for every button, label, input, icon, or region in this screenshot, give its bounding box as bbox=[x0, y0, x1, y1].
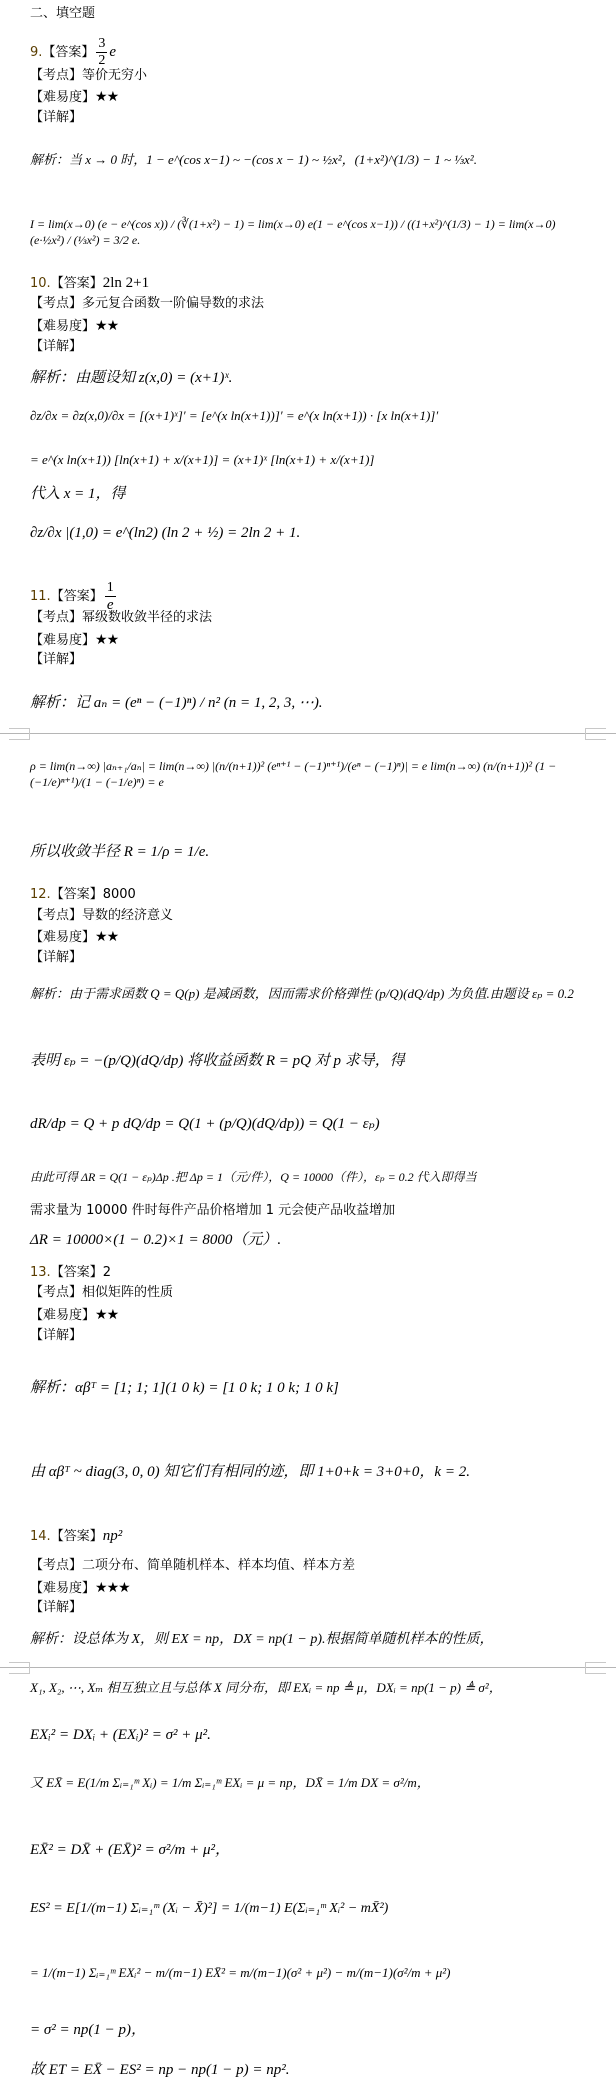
q-number: 9. bbox=[30, 45, 43, 60]
q9-line-1: 解析：当 x → 0 时，1 − e^(cos x−1) ~ −(cos x − 1) ~ ½x²，(1+x²)^(1/3) − 1 ~ ⅓x². bbox=[30, 152, 477, 167]
q-number: 12. bbox=[30, 887, 51, 902]
q14-line-8: = σ² = np(1 − p)， bbox=[30, 2022, 147, 2038]
q14-line-9: 故 ET = EX̄ − ES² = np − np(1 − p) = np². bbox=[30, 2062, 290, 2078]
q-number: 13. bbox=[30, 1265, 51, 1280]
topic-label: 【考点】 bbox=[30, 908, 83, 923]
difficulty-label: 【难易度】 bbox=[30, 930, 96, 945]
q12-topic bbox=[30, 908, 173, 924]
q10-line-2: ∂z/∂x = ∂z(x,0)/∂x = [(x+1)ˣ]′ = [e^(x ln(x+1))]′ = e^(x ln(x+1)) · [x ln(x+1)]′ bbox=[30, 408, 439, 423]
q12-detail-label: 【详解】 bbox=[30, 950, 83, 965]
topic-text: 导数的经济意义 bbox=[82, 908, 174, 923]
answer-label: 【答案】 bbox=[50, 1529, 103, 1544]
denominator: 2 bbox=[98, 53, 106, 68]
q14-topic bbox=[30, 1558, 355, 1574]
q10-line-3: = e^(x ln(x+1)) [ln(x+1) + x/(x+1)] = (x+1)ˣ [ln(x+1) + x/(x+1)] bbox=[30, 452, 375, 467]
q14-line-3: EXᵢ² = DXᵢ + (EXᵢ)² = σ² + μ². bbox=[30, 1727, 211, 1743]
difficulty-label: 【难易度】 bbox=[30, 1308, 96, 1323]
q13-line-2: 由 αβᵀ ~ diag(3, 0, 0) 知它们有相同的迹，即 1+0+k = 3+0+0，k = 2. bbox=[30, 1464, 470, 1480]
answer-tail: e bbox=[109, 44, 117, 60]
q10-line-5: ∂z/∂x |(1,0) = e^(ln2) (ln 2 + ½) = 2ln 2 + 1. bbox=[30, 525, 301, 541]
q14-line-1: 解析：设总体为 X，则 EX = np，DX = np(1 − p).根据简单随机样本的性质， bbox=[30, 1632, 494, 1647]
q10-difficulty bbox=[30, 318, 118, 335]
q11-line-2: ρ = lim(n→∞) |aₙ₊₁/aₙ| = lim(n→∞) |(n/(n+1))² (eⁿ⁺¹ − (−1)ⁿ⁺¹)/(eⁿ − (−1)ⁿ)| = e lim(n→∞) (n/(n+1))² (1 − (−1/e)ⁿ⁺¹)/(1 − (−1/e)ⁿ) = e bbox=[30, 759, 557, 789]
q11-topic bbox=[30, 610, 212, 626]
answer-fraction bbox=[105, 580, 116, 613]
difficulty-label: 【难易度】 bbox=[30, 319, 96, 334]
q10-topic bbox=[30, 296, 264, 312]
q13-answer bbox=[30, 1265, 111, 1281]
q11-line-1: 解析：记 aₙ = (eⁿ − (−1)ⁿ) / n² (n = 1, 2, 3, ⋯). bbox=[30, 695, 323, 711]
answer-value: np² bbox=[102, 1528, 123, 1544]
q11-difficulty bbox=[30, 632, 118, 649]
topic-text: 等价无穷小 bbox=[82, 68, 148, 83]
difficulty-label: 【难易度】 bbox=[30, 1581, 96, 1596]
q10-answer bbox=[30, 275, 149, 292]
page-break bbox=[0, 1667, 616, 1668]
star-icon: ★★ bbox=[95, 318, 119, 334]
q10-line-4: 代入 x = 1，得 bbox=[30, 486, 126, 502]
q-number: 14. bbox=[30, 1529, 51, 1544]
q13-detail-label: 【详解】 bbox=[30, 1328, 83, 1343]
q14-line-7: = 1/(m−1) Σᵢ₌₁ᵐ EXᵢ² − m/(m−1) EX̄² = m/(m−1)(σ² + μ²) − m/(m−1)(σ²/m + μ²) bbox=[30, 1965, 451, 1980]
topic-label: 【考点】 bbox=[30, 1285, 83, 1300]
q9-answer bbox=[30, 36, 116, 69]
q-number: 11. bbox=[30, 589, 51, 604]
q12-answer bbox=[30, 887, 136, 903]
topic-text: 幂级数收敛半径的求法 bbox=[82, 610, 213, 625]
section-title: 二、填空题 bbox=[30, 6, 96, 21]
numerator: 3 bbox=[98, 36, 106, 51]
q14-line-4: 又 EX̄ = E(1/m Σᵢ₌₁ᵐ Xᵢ) = 1/m Σᵢ₌₁ᵐ EXᵢ = μ = np，DX̄ = 1/m DX = σ²/m， bbox=[30, 1775, 430, 1790]
topic-text: 多元复合函数一阶偏导数的求法 bbox=[82, 296, 265, 311]
q14-detail-label: 【详解】 bbox=[30, 1600, 83, 1615]
answer-label: 【答案】 bbox=[42, 45, 95, 60]
q12-line-2: 表明 εₚ = −(p/Q)(dQ/dp) 将收益函数 R = pQ 对 p 求导，得 bbox=[30, 1053, 405, 1069]
q9-difficulty bbox=[30, 89, 118, 106]
q12-line-4: 由此可得 ΔR = Q(1 − εₚ)Δp .把 Δp = 1（元/件），Q = 10000（件），εₚ = 0.2 代入即得当 bbox=[30, 1170, 477, 1184]
q12-line-1: 解析：由于需求函数 Q = Q(p) 是减函数，因而需求价格弹性 (p/Q)(dQ/dp) 为负值.由题设 εₚ = 0.2 bbox=[30, 986, 574, 1001]
star-icon: ★★ bbox=[95, 1307, 119, 1323]
numerator: 1 bbox=[106, 580, 114, 595]
topic-label: 【考点】 bbox=[30, 296, 83, 311]
q14-answer bbox=[30, 1528, 122, 1545]
q12-line-6: ΔR = 10000×(1 − 0.2)×1 = 8000（元）. bbox=[30, 1232, 282, 1248]
page-corner-mark bbox=[9, 728, 30, 740]
difficulty-label: 【难易度】 bbox=[30, 633, 96, 648]
q12-line-5: 需求量为 10000 件时每件产品价格增加 1 元会使产品收益增加 bbox=[30, 1203, 396, 1218]
topic-label: 【考点】 bbox=[30, 68, 83, 83]
q13-topic bbox=[30, 1285, 173, 1301]
q11-detail-label: 【详解】 bbox=[30, 652, 83, 667]
page-break bbox=[0, 733, 616, 734]
answer-label: 【答案】 bbox=[50, 589, 103, 604]
q11-answer bbox=[30, 580, 118, 613]
q13-line-1: 解析：αβᵀ = [1; 1; 1](1 0 k) = [1 0 k; 1 0 k; 1 0 k] bbox=[30, 1380, 339, 1396]
q12-difficulty bbox=[30, 929, 118, 946]
q10-detail-label: 【详解】 bbox=[30, 339, 83, 354]
q14-line-2: X₁, X₂, ⋯, Xₘ 相互独立且与总体 X 同分布，即 EXᵢ = np ≜ μ，DXᵢ = np(1 − p) ≜ σ²， bbox=[30, 1680, 502, 1695]
star-icon: ★★ bbox=[95, 929, 119, 945]
answer-value: 8000 bbox=[102, 887, 136, 902]
star-icon: ★★ bbox=[95, 632, 119, 648]
q14-difficulty bbox=[30, 1580, 130, 1597]
topic-text: 二项分布、简单随机样本、样本均值、样本方差 bbox=[82, 1558, 356, 1573]
star-icon: ★★★ bbox=[95, 1580, 130, 1596]
topic-label: 【考点】 bbox=[30, 610, 83, 625]
q11-line-3: 所以收敛半径 R = 1/ρ = 1/e. bbox=[30, 844, 210, 860]
answer-value: 2 bbox=[102, 1265, 111, 1280]
answer-value: 2ln 2+1 bbox=[102, 275, 150, 291]
page-corner-mark bbox=[585, 1662, 606, 1674]
topic-label: 【考点】 bbox=[30, 1558, 83, 1573]
page-corner-mark bbox=[585, 728, 606, 740]
answer-label: 【答案】 bbox=[50, 1265, 103, 1280]
q9-detail-label: 【详解】 bbox=[30, 110, 83, 125]
star-icon: ★★ bbox=[95, 89, 119, 105]
q13-difficulty bbox=[30, 1307, 118, 1324]
q10-line-1: 解析：由题设知 z(x,0) = (x+1)ˣ. bbox=[30, 370, 233, 386]
answer-label: 【答案】 bbox=[50, 276, 103, 291]
topic-text: 相似矩阵的性质 bbox=[82, 1285, 174, 1300]
q12-line-3: dR/dp = Q + p dQ/dp = Q(1 + (p/Q)(dQ/dp)) = Q(1 − εₚ) bbox=[30, 1116, 380, 1132]
denominator: e bbox=[106, 597, 114, 613]
q14-line-6: ES² = E[1/(m−1) Σᵢ₌₁ᵐ (Xᵢ − X̄)²] = 1/(m−1) E(Σᵢ₌₁ᵐ Xᵢ² − mX̄²) bbox=[30, 1901, 389, 1916]
page-corner-mark bbox=[9, 1662, 30, 1674]
q-number: 10. bbox=[30, 276, 51, 291]
q9-topic bbox=[30, 68, 147, 84]
difficulty-label: 【难易度】 bbox=[30, 90, 96, 105]
q14-line-5: EX̄² = DX̄ + (EX̄)² = σ²/m + μ²， bbox=[30, 1842, 231, 1858]
answer-fraction bbox=[96, 36, 107, 69]
answer-label: 【答案】 bbox=[50, 887, 103, 902]
q9-line-2: I = lim(x→0) (e − e^(cos x)) / (∛(1+x²) − 1) = lim(x→0) e(1 − e^(cos x−1)) / ((1+x²)^(1/3) − 1) = lim(x→0) (e·½x²) / (⅓x²) = 3/2 e. bbox=[30, 217, 556, 247]
